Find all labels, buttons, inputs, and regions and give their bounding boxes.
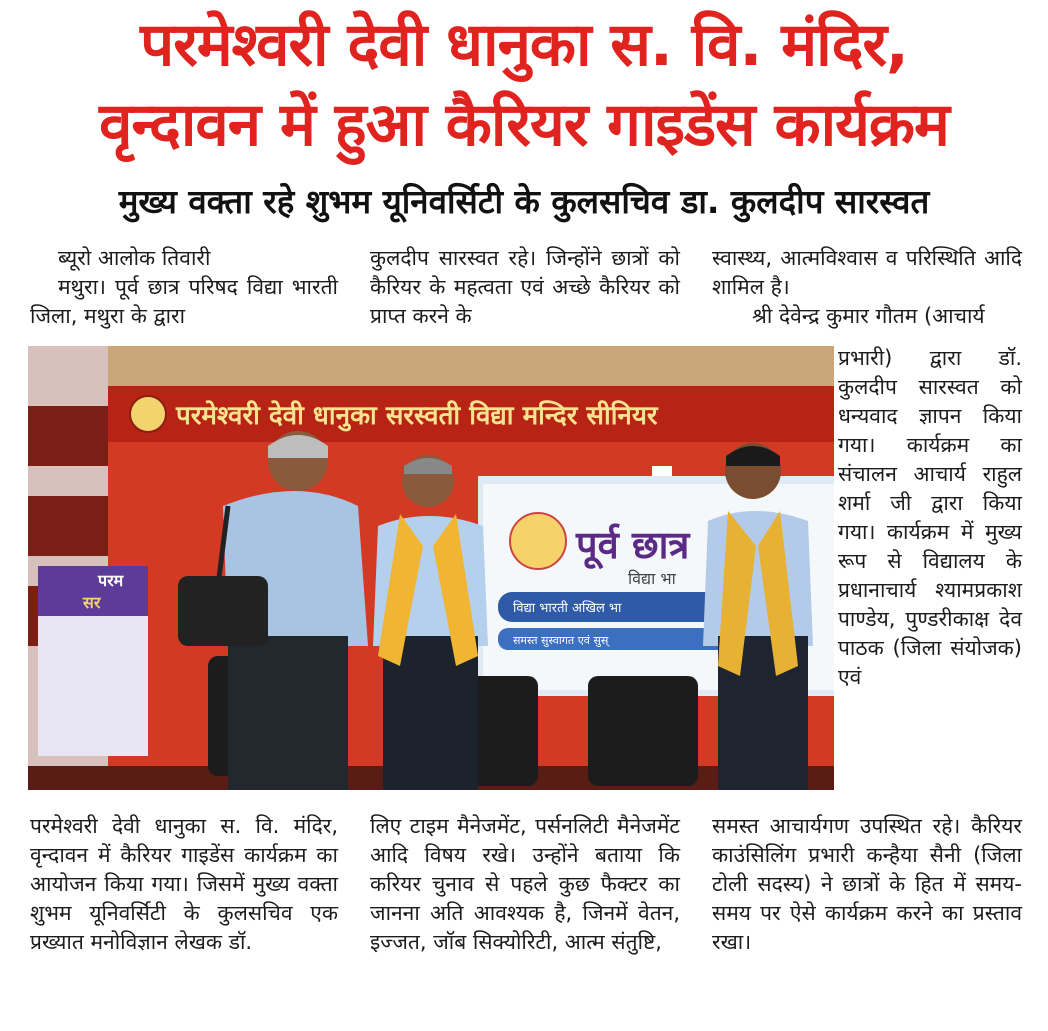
article-paragraph: समस्त आचार्यगण उपस्थित रहे। कैरियर काउंसिलिंग प्रभारी कन्हैया सैनी (जिला टोली सदस्य) ने छात्रों के हित में समय-समय पर ऐसे कार्यक्रम करने का प्रस्ताव रखा।	[712, 814, 1022, 954]
byline: ब्यूरो आलोक तिवारी	[58, 246, 211, 270]
article-paragraph: श्री देवेन्द्र कुमार गौतम (आचार्य	[752, 304, 985, 328]
headline-line-1: परमेश्वरी देवी धानुका स. वि. मंदिर,	[140, 10, 908, 80]
screen-line-1: विद्या भारती अखिल भा	[513, 601, 622, 616]
poster-text-2: सर	[83, 593, 101, 612]
banner-text: परमेश्वरी देवी धानुका सरस्वती विद्या मन्दिर सीनियर	[176, 401, 658, 431]
article-paragraph: कुलदीप सारस्वत रहे। जिन्होंने छात्रों को कैरियर के महत्वता एवं अच्छे कैरियर को प्राप्त करने के	[370, 246, 680, 328]
column-2-bottom	[370, 812, 680, 957]
screen-line-2: समस्त सुस्वागत एवं सुस्	[513, 634, 609, 647]
event-photo	[28, 346, 834, 790]
screen-title: पूर्व छात्र	[576, 523, 690, 567]
article-paragraph: स्वास्थ्य, आत्मविश्वास व परिस्थिति आदि शामिल है।	[712, 246, 1022, 299]
screen-sub: विद्या भा	[628, 569, 676, 588]
column-3-side	[838, 344, 1022, 692]
column-1-top	[30, 244, 338, 331]
article-paragraph: प्रभारी) द्वारा डॉ. कुलदीप सारस्वत को धन्यवाद ज्ञापन किया गया। कार्यक्रम का संचालन आचार्य राहुल शर्मा जी द्वारा किया गया। कार्यक्रम में मुख्य रूप से विद्यालय के प्रधानाचार्य श्यामप्रकाश पाण्डेय, पुण्डरीकाक्ष देव पाठक (जिला संयोजक) एवं	[838, 346, 1022, 689]
headline-line-2: वृन्दावन में हुआ कैरियर गाइडेंस कार्यक्रम	[99, 90, 949, 160]
column-3-top	[712, 244, 1022, 331]
article-paragraph: परमेश्वरी देवी धानुका स. वि. मंदिर, वृन्दावन में कैरियर गाइडेंस कार्यक्रम का आयोजन किया गया। जिसमें मुख्य वक्ता शुभम यूनिवर्सिटी के कुलसचिव एक प्रख्यात मनोविज्ञान लेखक डॉ.	[30, 814, 338, 954]
subheadline: मुख्य वक्ता रहे शुभम यूनिवर्सिटी के कुलसचिव डा. कुलदीप सारस्वत	[118, 182, 930, 221]
column-3-bottom	[712, 812, 1022, 957]
column-2-top	[370, 244, 680, 331]
poster-text-1: परम	[98, 571, 124, 590]
article-paragraph: लिए टाइम मैनेजमेंट, पर्सनलिटी मैनेजमेंट आदि विषय रखे। उन्होंने बताया कि करियर चुनाव से पहले कुछ फैक्टर का जानना अति आवश्यक है, जिनमें वेतन, इज्जत, जॉब सिक्योरिटी, आत्म संतुष्टि,	[370, 814, 680, 954]
article-paragraph: मथुरा। पूर्व छात्र परिषद विद्या भारती जिला, मथुरा के द्वारा	[30, 275, 338, 328]
column-1-bottom	[30, 812, 338, 957]
